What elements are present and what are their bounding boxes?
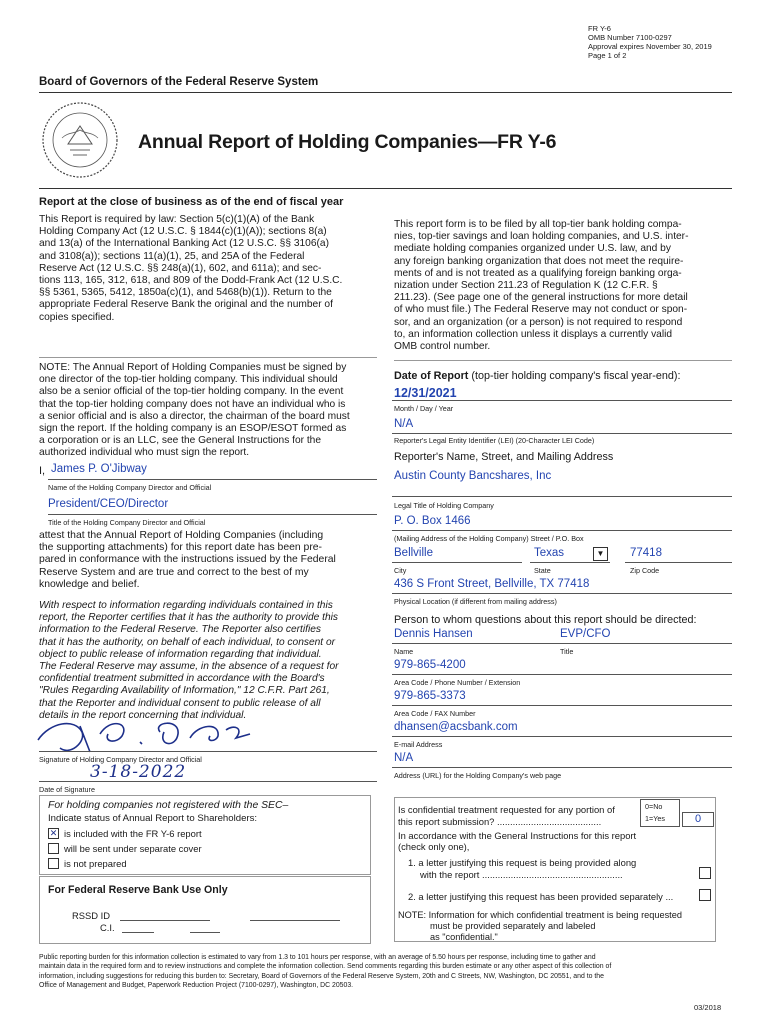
confidential-question: Is confidential treatment requested for any portion of [398, 804, 615, 815]
ci-label: C.I. [100, 922, 115, 933]
field-underline [48, 479, 377, 480]
phone-field[interactable]: 979-865-4200 [394, 659, 466, 671]
text-line: With respect to information regarding individuals contained in this [39, 600, 333, 611]
signer-title-field[interactable]: President/CEO/Director [48, 498, 169, 510]
included-label: is included with the FR Y-6 report [64, 828, 202, 839]
divider [394, 360, 732, 361]
email-field[interactable]: dhansen@acsbank.com [394, 721, 518, 733]
separate-cover-label: will be sent under separate cover [64, 843, 202, 854]
text-line: details in the report concerning that individual. [39, 709, 247, 721]
text-line: attest that the Annual Report of Holding Companies (including [39, 530, 324, 541]
burden-statement [39, 953, 732, 990]
field-underline [392, 530, 732, 531]
text-line: nies, top-tier savings and loan holding companies, and U.S. inter- [394, 231, 689, 243]
text-line: the supporting attachments) for this report date has been pre- [39, 542, 323, 554]
rssd-label: RSSD ID [72, 910, 111, 921]
form-id: FR Y-6 [588, 24, 611, 33]
text-line: 211.23). (See page one of the general instructions for more detail [394, 292, 688, 304]
separate-cover-checkbox[interactable] [48, 843, 59, 854]
legal-authority-text [39, 214, 377, 324]
text-line: pared in conformance with the instructions issued by the Federal [39, 554, 336, 566]
no-legend: 0=No [645, 802, 663, 811]
rssd-field[interactable] [120, 920, 210, 921]
signer-name-caption: Name of the Holding Company Director and Official [48, 483, 212, 492]
contact-name-field[interactable]: Dennis Hansen [394, 628, 473, 640]
signer-note [39, 362, 377, 460]
text-line: of who must file.) The Federal Reserve may not conduct or spon- [394, 304, 688, 316]
field-underline [392, 433, 732, 434]
yes-legend: 1=Yes [645, 814, 665, 823]
contact-heading: Person to whom questions about this report should be directed: [394, 614, 697, 626]
mailing-caption: (Mailing Address of the Holding Company) Street / P.O. Box [394, 534, 584, 543]
signer-name-field[interactable]: James P. O'Jibway [51, 463, 147, 475]
contact-name-caption: Name [394, 647, 414, 656]
text-line: any foreign banking organization that does not meet the require- [394, 255, 684, 267]
field-underline [48, 514, 377, 515]
privacy-certification [39, 600, 377, 722]
text-line: a senior official and is also a director, the chairman of the board must [39, 410, 350, 422]
fax-field[interactable]: 979-865-3373 [394, 690, 466, 702]
city-caption: City [394, 566, 407, 575]
text-line: information to the Federal Reserve. The Reporter also certifies [39, 624, 321, 636]
signer-title-caption: Title of the Holding Company Director and Official [48, 518, 206, 527]
physical-location-field[interactable]: 436 S Front Street, Bellville, TX 77418 [394, 578, 590, 590]
date-signature-caption: Date of Signature [39, 785, 95, 794]
text-line: appropriate Federal Reserve Bank the original and the number of [39, 299, 333, 311]
text-line: ments of and is not treated as a qualifying foreign banking orga- [394, 267, 682, 279]
field-underline [392, 643, 732, 644]
letter-provided-label-2: with the report ...................................................... [420, 869, 623, 880]
page-title: Annual Report of Holding Companies—FR Y-6 [138, 131, 557, 153]
text-line: and 3108(a)); sections 11(a)(1), 25, and 25A of the Federal [39, 250, 305, 262]
text-line: that it has the authority, on behalf of each individual, to consent or [39, 636, 336, 648]
section-heading: Report at the close of business as of the end of fiscal year [39, 196, 344, 208]
text-line: object to public release of information regarding that individual. [39, 648, 322, 660]
text-line: mediate holding companies organized under U.S. law, and by [394, 243, 671, 255]
shareholders-subheading: Indicate status of Annual Report to Shareholders: [48, 813, 258, 824]
omb-number: OMB Number 7100-0297 [588, 33, 672, 42]
text-line: authorized individual who must sign the report. [39, 447, 250, 459]
text-line: confidential treatment submitted in accordance with the Board's [39, 673, 325, 685]
letter-with-report-checkbox[interactable] [699, 867, 711, 879]
text-line: This Report is required by law: Section 5(c)(1)(A) of the Bank [39, 214, 315, 225]
field-underline [392, 593, 732, 594]
not-prepared-checkbox[interactable] [48, 858, 59, 869]
text-line: maintain data in the required form and to review instructions and complete the information collection. Send comments regarding this burden estimate or any other aspect of this collection of [39, 963, 612, 971]
email-caption: E-mail Address [394, 740, 443, 749]
text-line: sign the report. If the holding company is an ESOP/ESOT formed as [39, 423, 347, 435]
text-line: Office of Management and Budget, Paperwork Reduction Project (7100-0297), Washington, DC 20503. [39, 981, 354, 989]
company-name-field[interactable]: Austin County Bancshares, Inc [394, 470, 552, 482]
zip-field[interactable]: 77418 [630, 547, 662, 559]
federal-reserve-seal-icon [40, 100, 120, 180]
text-line: report, the Reporter certifies that it has the authority to provide this [39, 612, 338, 624]
rssd-extra-field[interactable] [250, 920, 340, 921]
report-date-field[interactable]: 12/31/2021 [394, 386, 457, 400]
state-caption: State [534, 566, 551, 575]
mailing-address-field[interactable]: P. O. Box 1466 [394, 515, 471, 527]
physical-caption: Physical Location (if different from mailing address) [394, 597, 557, 606]
state-dropdown-icon[interactable]: ▼ [593, 547, 608, 561]
not-prepared-label: is not prepared [64, 858, 127, 869]
attestation-text [39, 530, 377, 591]
text-line: OMB control number. [394, 341, 491, 353]
letter-provided-label: 1. a letter justifying this request is being provided along [408, 857, 637, 868]
letter-separate-label: 2. a letter justifying this request has been provided separately ... [408, 891, 674, 902]
confidential-answer-field[interactable]: 0 [682, 812, 714, 827]
text-line: Holding Company Act (12 U.S.C. § 1844(c)(1)(A)); sections 8(a) [39, 226, 327, 238]
field-underline [392, 736, 732, 737]
title-rule [39, 188, 732, 189]
text-line: to, an information collection unless it displays a currently valid [394, 328, 673, 340]
text-line: The Federal Reserve may assume, in the absence of a request for [39, 661, 339, 673]
signature-date-field[interactable]: 3-18-2022 [90, 762, 187, 782]
confidential-instructions: In accordance with the General Instructions for this report [398, 830, 637, 841]
approval-expiry: Approval expires November 30, 2019 [588, 42, 712, 51]
page-number: Page 1 of 2 [588, 51, 627, 60]
zip-caption: Zip Code [630, 566, 660, 575]
field-underline [392, 705, 732, 706]
confidential-note-3: as "confidential." [430, 932, 498, 942]
text-line: information, including suggestions for reducing this burden to: Secretary, Board of Governors of the Federal Reserve System, 20th and C Streets, NW, Washington, DC 20551, and to the [39, 972, 604, 980]
frb-use-heading: For Federal Reserve Bank Use Only [48, 884, 228, 896]
signer-prefix: I, [39, 465, 46, 477]
shareholders-heading: For holding companies not registered with the SEC– [48, 800, 289, 811]
ci-extra-field[interactable] [190, 932, 220, 933]
text-line: one director of the top-tier holding company. This individual should [39, 374, 338, 386]
confidential-note: NOTE: Information for which confidential treatment is being requested [398, 910, 682, 920]
text-line: also be a senior official of the top-tier holding company. In the event [39, 386, 344, 398]
field-underline [625, 562, 732, 563]
header-rule [39, 92, 732, 93]
text-line: "Rules Regarding Availability of Information," 12 C.F.R. Part 261, [39, 685, 330, 697]
text-line: Reserve System and are true and correct to the best of my [39, 566, 309, 578]
text-line: Public reporting burden for this information collection is estimated to vary from 1.3 to 101 hours per response, with an average of 5.50 hours per response, including time to gather and [39, 954, 596, 961]
divider [39, 357, 377, 358]
text-line: that the Reporter and individual consent to public release of all [39, 697, 321, 709]
lei-field[interactable]: N/A [394, 418, 414, 430]
field-underline [392, 674, 732, 675]
form-revision-date: 03/2018 [694, 1003, 722, 1012]
contact-title-field[interactable]: EVP/CFO [560, 628, 611, 640]
ci-field[interactable] [122, 932, 154, 933]
text-line: NOTE: The Annual Report of Holding Companies must be signed by [39, 362, 347, 373]
contact-title-caption: Title [560, 647, 574, 656]
text-line: sor, and an organization (or a person) is not required to respond [394, 316, 683, 328]
confidential-note-2: must be provided separately and labeled [430, 921, 596, 931]
field-underline [39, 781, 377, 782]
text-line: copies specified. [39, 311, 115, 323]
report-date-label-rest: (top-tier holding company's fiscal year-end): [471, 370, 681, 382]
url-caption: Address (URL) for the Holding Company's web page [394, 771, 562, 780]
text-line: a corporation or is an LLC, see the General Instructions for the [39, 435, 322, 447]
field-underline [530, 562, 610, 563]
text-line: §§ 5361, 5365, 5412, 1850a(c)(1), and 5468(b)(1)). Return to the [39, 287, 332, 299]
signature-caption: Signature of Holding Company Director and Official [39, 755, 202, 764]
confidential-instructions-2: (check only one), [398, 841, 470, 852]
included-checkbox[interactable]: ✕ [49, 828, 58, 838]
text-line: This report form is to be filed by all top-tier bank holding compa- [394, 219, 682, 230]
agency-name: Board of Governors of the Federal Reserve System [39, 76, 319, 88]
reporter-heading: Reporter's Name, Street, and Mailing Address [394, 451, 614, 463]
filer-scope-text [394, 219, 730, 353]
text-line: that the top-tier holding company does not have an individual who is [39, 398, 346, 410]
city-field[interactable]: Bellville [394, 547, 433, 559]
form-header [588, 24, 712, 60]
text-line: knowledge and belief. [39, 578, 140, 590]
field-underline [392, 767, 732, 768]
company-caption: Legal Title of Holding Company [394, 501, 494, 510]
text-line: Reserve Act (12 U.S.C. §§ 248(a)(1), 602, and 611a); and sec- [39, 262, 322, 274]
url-field[interactable]: N/A [394, 752, 414, 764]
field-underline [392, 496, 732, 497]
text-line: and 13(a) of the International Banking Act (12 U.S.C. §§ 3106(a) [39, 238, 329, 250]
confidential-question-2: this report submission? ........................................ [398, 816, 602, 827]
report-date-label-bold: Date of Report [394, 370, 469, 382]
signature-line [39, 751, 377, 752]
report-date-label [394, 370, 681, 382]
lei-caption: Reporter's Legal Entity Identifier (LEI) (20-Character LEI Code) [394, 436, 595, 445]
state-field[interactable]: Texas [534, 547, 565, 559]
text-line: tions 113, 165, 312, 618, and 809 of the Dodd-Frank Act (12 U.S.C. [39, 275, 343, 287]
phone-caption: Area Code / Phone Number / Extension [394, 678, 521, 687]
report-date-caption: Month / Day / Year [394, 404, 454, 413]
field-underline [392, 562, 522, 563]
field-underline [392, 400, 732, 401]
letter-separate-checkbox[interactable] [699, 889, 711, 901]
text-line: nization under Section 211.23 of Regulation K (12 C.F.R. § [394, 280, 658, 292]
fax-caption: Area Code / FAX Number [394, 709, 476, 718]
